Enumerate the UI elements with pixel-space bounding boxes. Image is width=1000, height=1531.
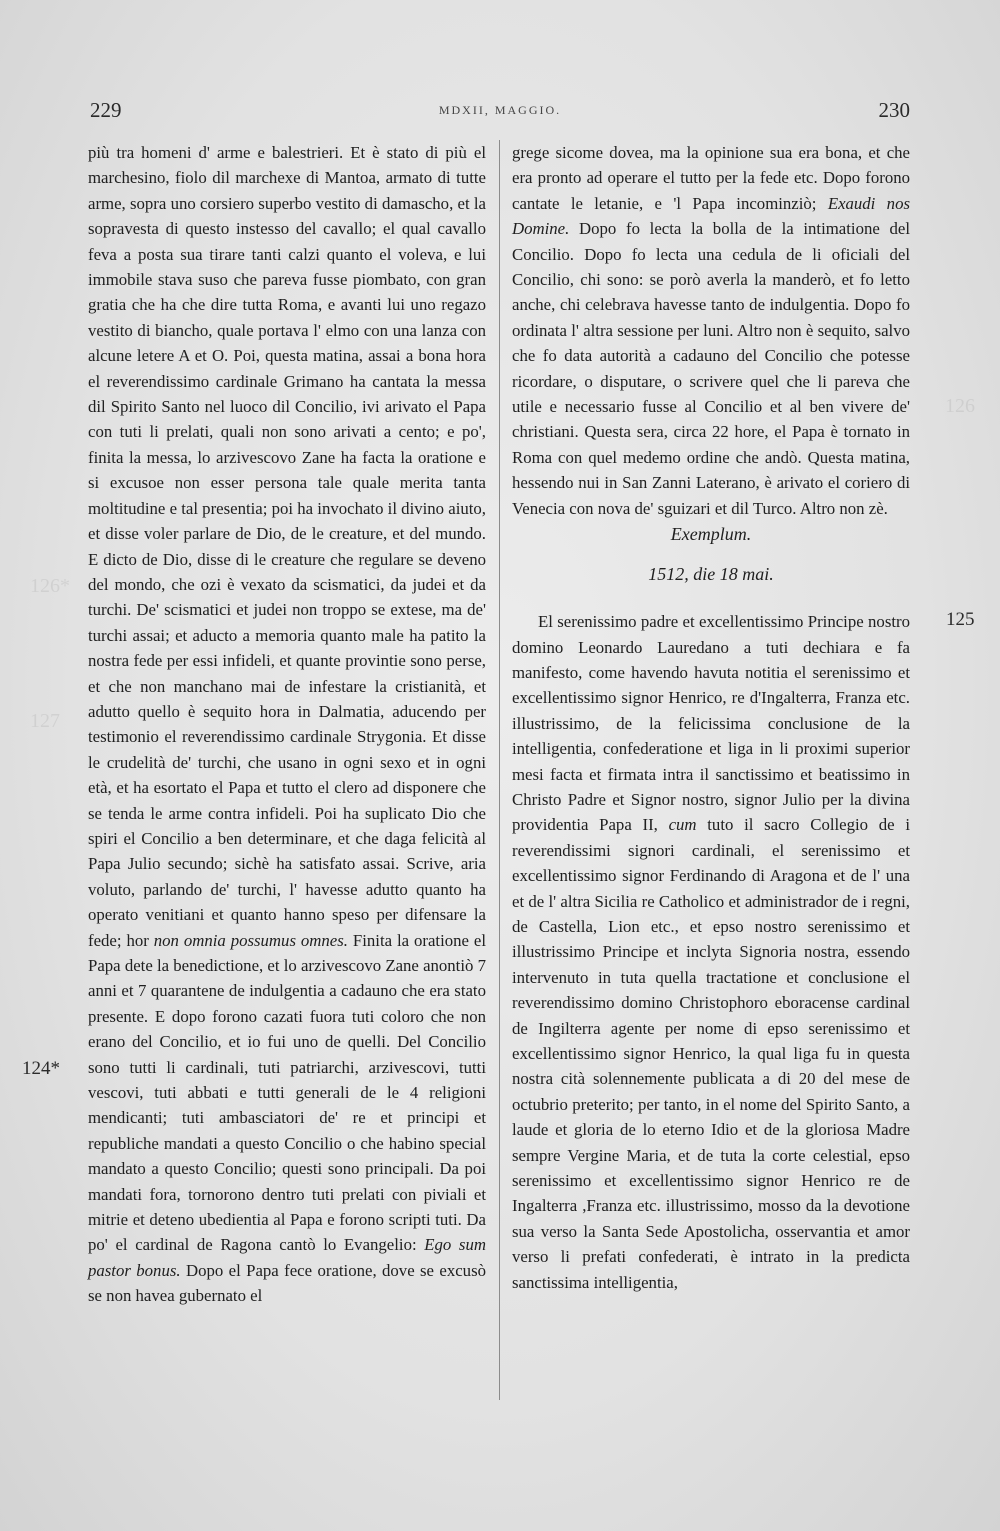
right-column	[512, 140, 910, 1295]
text-run: grege sicome dovea, ma la opinione sua era bona, et che era pronto ad operare el tutto per la fede etc. Dopo forono cantate le letanie, e 'l Papa incominziò;	[512, 143, 910, 213]
date-heading: 1512, die 18 mai.	[648, 564, 774, 585]
page-number-right: 230	[878, 98, 910, 122]
bleed-through-mark: 126	[945, 395, 975, 417]
bleed-through-mark: 126*	[30, 575, 70, 597]
right-paragraph	[512, 140, 910, 521]
italic-text: Ego sum pastor bonus.	[88, 1235, 486, 1280]
left-paragraph	[88, 140, 486, 1309]
italic-text: cum	[668, 815, 697, 835]
bleed-through-mark: 127	[30, 710, 60, 732]
text-run: più tra homeni d' arme e balestrieri. Et è stato di più el marchesino, fiolo dil marchexe di Mantoa, armato di tutte arme, sopra uno corsiero superbo vestito di damascho, et la sopravesta di questo instesso del cavallo; el qual cavallo feva a posta sua tirare tanti calzi quanto el voleva, e lui immobile stava suso che pareva fusse piombato, con gran gratia che ha che dire tutta Roma, e avanti lui uno regazo vestito di biancho, quale portava l' elmo con una lanza con alcune letere A et O. Poi, questa matina, assai a bona hora el reverendissimo cardinale Grimano ha cantata la messa dil Spirito Santo nel luoco dil Concilio, ivi arivato el Papa con tuti li prelati, quali non sono arivati a cento; e po', finita la messa, lo arzivescovo Zane ha facta la oratione e si excusoe non esser persona tale quale merita tanta moltitudine e tal presentia; poi ha invochato il divino aiuto, et disse voler parlare de Dio, de le creature, et del mundo. E dicto de Dio, disse di le creature che regulare se deveno del mondo, che ozi è vexato da scismatici, da judei et da turchi. De' scismatici et judei non troppo se extese, ma de' turchi assai; et aducto a memoria quanto male ha patito la nostra fede per essi infideli, et quante provintie sono perse, et che non manchano mai de infestare la cristianità, et adutto quello è sequito hora in Dalmatia, aducendo per testimonio el reverendissimo cardinale Strygonia. Et disse le crudelità de' turchi, che usano in ogni sexo et in ogni età, et ha esortato el Papa et tutto el clero ad disponere che se tenda le arme contra infideli. Poi ha suplicato Dio che spiri el Concilio a ben determinare, et che daga felicità al Papa Julio secundo; sichè ha satisfato assai. Scrive, aria voluto, parlando de' turchi, l' havesse adutto quanto ha operato venitiani et quanto hanno speso per difensare la fede; hor	[88, 143, 487, 950]
italic-text: non omnia possumus omnes.	[153, 930, 348, 950]
page-number-left: 229	[90, 98, 122, 122]
margin-folio-number-left: 124*	[22, 1058, 60, 1079]
text-run: Dopo el Papa fece oratione, dove se excusò se non havea gubernato el	[88, 1260, 486, 1306]
section-heading: Exemplum.	[670, 524, 752, 545]
text-run: Finita la oratione el Papa dete la benedictione, et lo arzivescovo Zane anontiò 7 anni et 7 quarantene de indulgentia a cadauno che era stato presente. E dopo forono cazati fuora tuti coloro che non erano del Concilio, et io fui uno de quelli. Del Concilio sono tutti li cardinali, tuti patriarchi, arzivescovi, tutti vescovi, tuti abbati e tutti generali de le 4 religioni mendicanti; tuti ambasciatori de' re et principi et republiche mandati a questo Concilio o che habino special mandato a questo Concilio; questi sono principali. Da poi mandati fora, tornorono dentro tuti prelati con piviali et mitrie et deteno ubedientia al Papa e forono scripti tuti. Da po' el cardinal de Ragona cantò lo Evangelio:	[88, 930, 486, 1255]
italic-text: Exaudi nos Domine.	[512, 193, 910, 239]
document-paragraph	[512, 609, 910, 1295]
left-column	[88, 140, 486, 1309]
margin-folio-number-right: 125	[946, 609, 975, 630]
running-head	[90, 98, 910, 128]
text-run: Dopo fo lecta la bolla de la intimatione del Concilio. Dopo fo lecta una cedula de li oficiali del Concilio, chi sono: se porò averla la manderò, et fo letto anche, chi celebrava havesse tanto de indulgentia. Dopo fo ordinata l' altra sessione per luni. Altro non è sequito, salvo che fo data autorità a cadauno del Concilio che potesse ricordare, o disputare, o scrivere quel che li pareva che utile e necessario fusse al Concilio et al ben vivere de' christiani. Questa sera, circa 22 hore, el Papa è tornato in Roma con quel medemo ordine che andò. Questa matina, hessendo nui in San Zanni Laterano, è arivato el coriero di Venecia con nova de' sguizari et dil Turco. Altro non zè.	[512, 219, 910, 518]
text-run: tuto il sacro Collegio de i reverendissimi signori cardinali, el serenissimo et excellentissimo signor Ferdinando di Aragona et de l' una et de l' altra Sicilia re Catholico et administrador de i regni, de Castella, Lion etc., et epso nostro serenissimo et illustrissimo Principe et inclyta Signoria nostra, essendo intervenuto in tuta quella tractatione et conclusione el reverendissimo domino Christophoro eboracense cardinal de Ingilterra agente per nome di epso serenissimo et excellentissimo signor Henrico, la qual liga fu in questa nostra cità solennemente publicata a di 20 del mese de octubrio preterito; per tanto, in el nome del Spirito Santo, a laude et gloria de lo eterno Idio et de la gloriosa Madre sempre Vergine Maria, et de tuta la corte celestial, epso serenissimo et excellentissimo signor Henrico re de Ingalterra ,Franza etc. illustrissimo, mosso da la devotione sua verso la Santa Sede Apostolicha, osservantia et amor verso li prefati confederati, è intrato in la predicta sanctissima intelligentia,	[512, 815, 910, 1292]
running-title: MDXII, MAGGIO.	[438, 103, 562, 117]
text-run: El serenissimo padre et excellentissimo Principe nostro domino Leonardo Lauredano a tuti dechiara e fa manifesto, come havendo havuta notitia el serenissimo et excellentissimo signor Henrico, re d'Ingalterra, Franza etc. illustrissimo, de la felicissima conclusione de la intelligentia, confederatione et liga in li proximi superior mesi facta et firmata intra il sanctissimo et beatissimo in Christo Padre et Signor nostro, signor Julio per la divina providentia Papa II,	[512, 612, 910, 835]
column-divider	[499, 140, 500, 1400]
